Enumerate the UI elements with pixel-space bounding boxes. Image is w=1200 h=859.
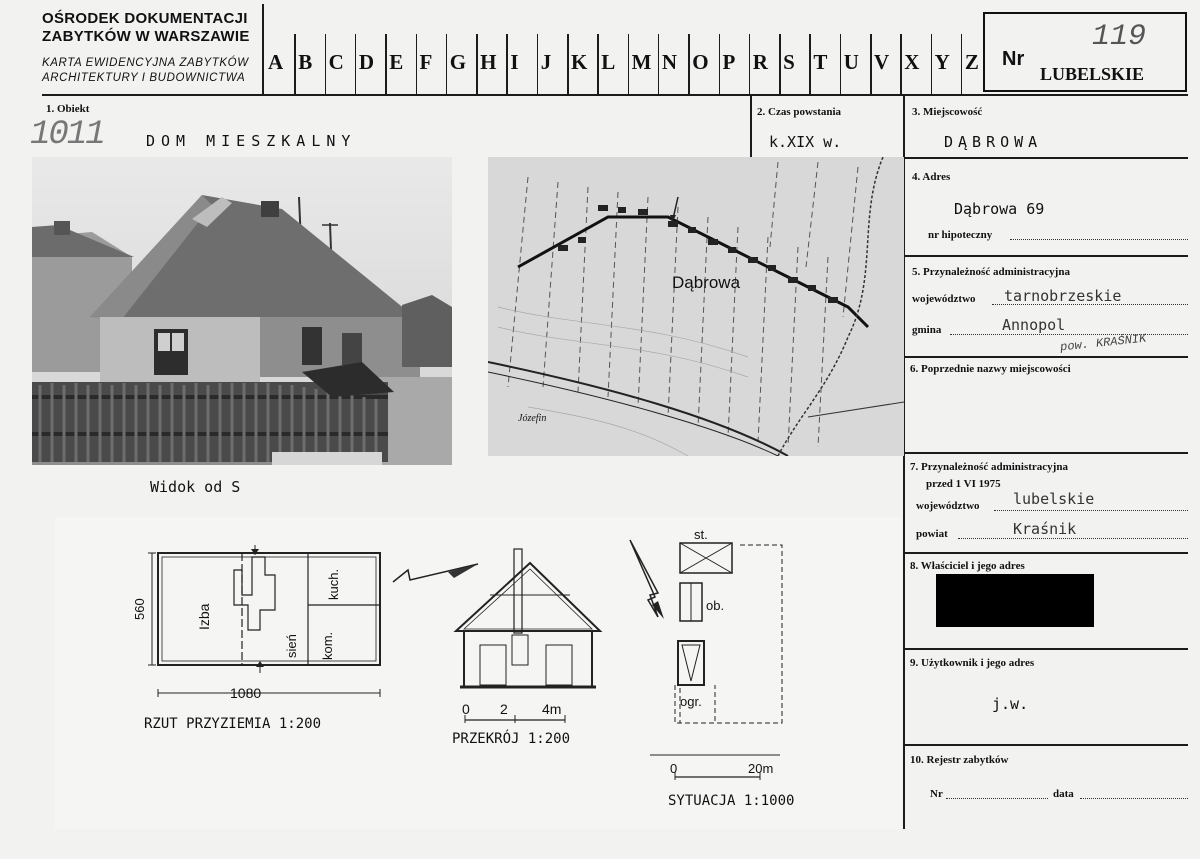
house-photo: [32, 157, 452, 465]
location-map-drawing: [488, 157, 904, 456]
woj-1975-label: województwo: [916, 500, 980, 512]
czas-divider: [750, 96, 752, 158]
poprzednie-label: 6. Poprzednie nazwy miejscowości: [910, 363, 1071, 375]
hipoteczny-dots: [1010, 239, 1188, 240]
index-letter-divider: [506, 34, 508, 94]
map-village-label: Dąbrowa: [672, 273, 741, 292]
index-letter-divider: [719, 34, 721, 94]
obiekt-label: 1. Obiekt: [46, 103, 90, 115]
cross-section: [450, 545, 605, 725]
wojewodztwo-label: województwo: [912, 293, 976, 305]
site-ob-label: ob.: [706, 598, 725, 613]
index-letter: M: [631, 50, 652, 74]
index-letter-divider: [840, 34, 842, 94]
room-izba-label: Izba: [196, 603, 212, 630]
org-line-1: OŚRODEK DOKUMENTACJI: [42, 10, 248, 27]
index-letter: N: [661, 50, 678, 74]
index-letter: U: [843, 50, 859, 74]
miejscowosc-value: DĄBROWA: [944, 133, 1043, 151]
hipoteczny-label: nr hipoteczny: [928, 229, 993, 241]
nr-value: 119: [1092, 20, 1147, 54]
photo-caption: Widok od S: [150, 478, 241, 496]
room-kuch-label: kuch.: [326, 568, 341, 600]
section-scale-4: 4m: [542, 701, 562, 717]
index-letter: O: [692, 50, 709, 74]
card-type-line-1: KARTA EWIDENCYJNA ZABYTKÓW: [42, 57, 249, 69]
site-plan: [620, 535, 795, 790]
uzytkownik-value: j.w.: [992, 695, 1029, 713]
admin-1975-label: 7. Przynależność administracyjna: [910, 461, 1068, 473]
admin-1975-sub: przed 1 VI 1975: [926, 478, 1001, 490]
row6-bottom-rule: [903, 452, 1188, 454]
index-letter: C: [328, 50, 344, 74]
index-letter-divider: [658, 34, 660, 94]
index-letter: X: [904, 50, 920, 74]
region-label: LUBELSKIE: [1040, 64, 1145, 84]
index-letter-divider: [476, 34, 478, 94]
index-letter: J: [540, 50, 552, 74]
room-sien-label: sień: [284, 634, 299, 658]
index-letter-divider: [688, 34, 690, 94]
index-letter-divider: [931, 34, 933, 94]
adres-value: Dąbrowa 69: [954, 200, 1045, 218]
gmina-label: gmina: [912, 324, 942, 336]
index-letter-divider: [355, 34, 357, 94]
index-letter-divider: [900, 34, 902, 94]
index-letter-divider: [294, 34, 296, 94]
wojewodztwo-value: tarnobrzeskie: [1004, 287, 1122, 305]
index-letter: V: [874, 50, 890, 74]
index-letter: T: [813, 50, 828, 74]
card-type: [42, 56, 249, 86]
woj-1975-dots: [994, 510, 1188, 511]
index-letter-divider: [961, 34, 963, 94]
index-letter: S: [783, 50, 795, 74]
section-caption: PRZEKRÓJ 1:200: [452, 731, 571, 747]
czas-value: k.XIX w.: [769, 133, 842, 151]
index-letter-divider: [446, 34, 448, 94]
powiat-label: powiat: [916, 528, 948, 540]
site-ogr-label: ogr.: [680, 694, 702, 709]
adres-label: 4. Adres: [912, 171, 951, 183]
index-letter: L: [601, 50, 616, 74]
rejestr-nr-dots: [946, 798, 1048, 799]
redacted-owner-block: [936, 574, 1094, 627]
room-kom-label: kom.: [320, 631, 335, 660]
row8-bottom-rule: [903, 648, 1188, 650]
index-letter: Z: [964, 50, 979, 74]
gmina-value: Annopol: [1002, 316, 1066, 334]
index-letter: R: [752, 50, 768, 74]
plan-caption: RZUT PRZYZIEMIA 1:200: [144, 716, 322, 732]
section-scale-0: 0: [462, 701, 470, 717]
uzytkownik-label: 9. Użytkownik i jego adres: [910, 657, 1035, 669]
plan-depth-label: 560: [132, 598, 147, 620]
row4-bottom-rule: [903, 255, 1188, 257]
org-line-2: ZABYTKÓW W WARSZAWIE: [42, 28, 250, 45]
card-type-line-2: ARCHITEKTURY I BUDOWNICTWA: [42, 72, 246, 84]
row5-bottom-rule: [903, 356, 1188, 358]
index-letter-divider: [628, 34, 630, 94]
index-letter: H: [480, 50, 497, 74]
site-scale-20: 20m: [748, 761, 774, 776]
site-scale-0: 0: [670, 761, 678, 776]
header-divider: [262, 4, 264, 96]
index-letter: F: [419, 50, 433, 74]
index-letter: P: [722, 50, 736, 74]
rejestr-label: 10. Rejestr zabytków: [910, 754, 1009, 766]
index-letter: Y: [934, 50, 950, 74]
plan-width-label: 1080: [230, 685, 262, 701]
obiekt-value: DOM MIESZKALNY: [146, 132, 357, 150]
gmina-dots: [950, 334, 1188, 335]
index-letter: I: [510, 50, 519, 74]
header-bottom-rule: [42, 94, 1188, 96]
index-letter-divider: [809, 34, 811, 94]
index-letter-divider: [779, 34, 781, 94]
rejestr-data-label: data: [1053, 788, 1074, 800]
wlasciciel-label: 8. Właściciel i jego adres: [910, 560, 1025, 572]
index-letter: D: [358, 50, 375, 74]
org-name: [42, 10, 250, 46]
section-scale-2: 2: [500, 701, 508, 717]
woj-1975-value: lubelskie: [1013, 490, 1095, 508]
index-letter-divider: [537, 34, 539, 94]
map-neighbor-label: Józefin: [518, 413, 547, 424]
row7-bottom-rule: [903, 552, 1188, 554]
house-photo-drawing: [32, 157, 452, 465]
index-letter: B: [298, 50, 313, 74]
site-st-label: st.: [694, 527, 708, 542]
index-letter-divider: [870, 34, 872, 94]
gmina-note: pow. KRAŚNIK: [1059, 331, 1147, 355]
rejestr-nr-label: Nr: [930, 788, 943, 800]
index-letter-divider: [597, 34, 599, 94]
powiat-dots: [958, 538, 1188, 539]
admin-label: 5. Przynależność administracyjna: [912, 266, 1070, 278]
index-letter: K: [571, 50, 588, 74]
miejscowosc-label: 3. Miejscowość: [912, 106, 983, 118]
row9-bottom-rule: [903, 744, 1188, 746]
index-letter-divider: [325, 34, 327, 94]
index-letter-divider: [416, 34, 418, 94]
powiat-value: Kraśnik: [1013, 520, 1077, 538]
index-letter-divider: [567, 34, 569, 94]
czas-label: 2. Czas powstania: [757, 106, 842, 118]
location-map: [488, 157, 904, 456]
floor-plan: [130, 535, 400, 700]
obiekt-number: 1011: [30, 116, 104, 154]
index-letter: G: [449, 50, 467, 74]
index-letter-divider: [749, 34, 751, 94]
index-letter: A: [268, 50, 284, 74]
site-caption: SYTUACJA 1:1000: [668, 793, 795, 809]
index-letter-divider: [385, 34, 387, 94]
nr-label: Nr: [1002, 48, 1025, 70]
index-letter: E: [389, 50, 404, 74]
rejestr-data-dots: [1080, 798, 1188, 799]
